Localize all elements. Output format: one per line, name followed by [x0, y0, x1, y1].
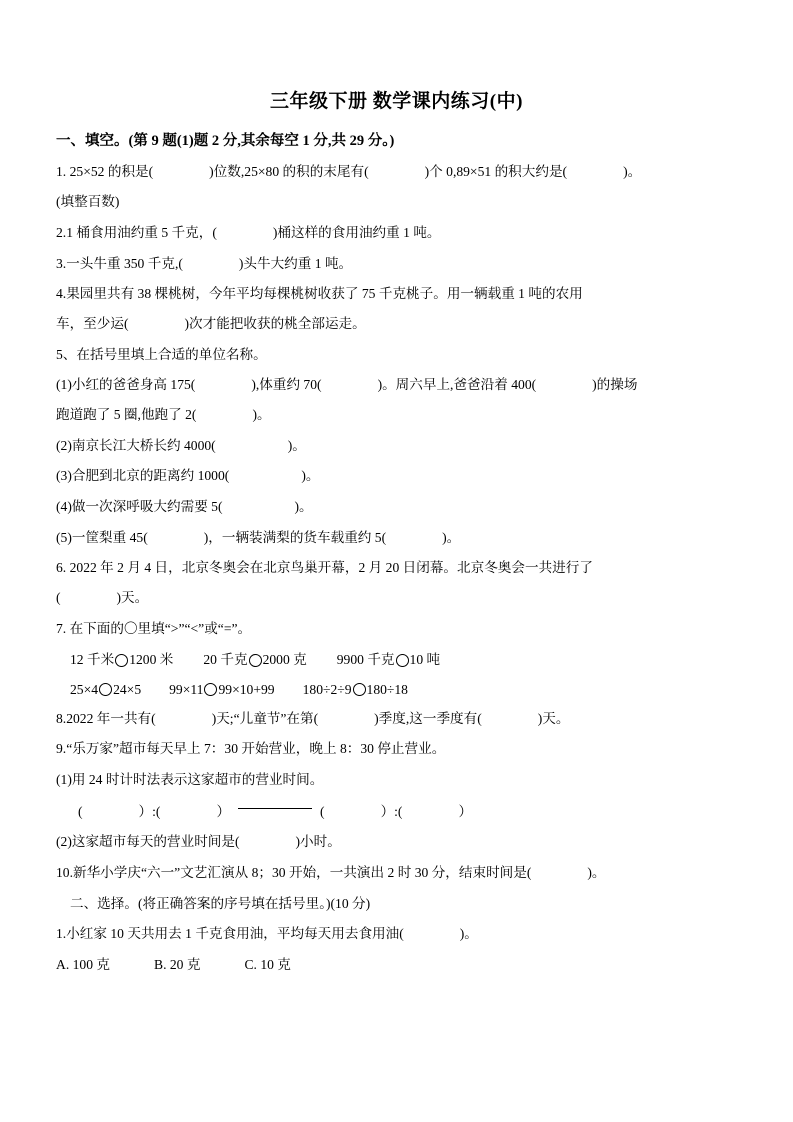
question-10	[56, 863, 737, 884]
page-title: 三年级下册 数学课内练习(中)	[270, 91, 523, 112]
option-a[interactable]: A. 100 克	[56, 957, 110, 973]
q5-1-part-c: )。周六早上,爸爸沿着 400(	[377, 377, 537, 393]
compare-pair	[303, 679, 408, 701]
q5-4-part-b: )。	[294, 498, 313, 514]
compare-right: 24×5	[113, 682, 142, 697]
question-8	[56, 709, 737, 730]
q9-2-part-a: (2)这家超市每天的营业时间是(	[56, 834, 240, 850]
q1-part-c: )个 0,89×51 的积大约是(	[424, 163, 568, 179]
compare-right: 2000 克	[262, 652, 307, 668]
question-5-5	[56, 528, 737, 549]
question-1	[56, 162, 737, 183]
q5-3-part-b: )。	[301, 468, 320, 484]
question-9-1: (1)用 24 时计时法表示这家超市的营业时间。	[56, 772, 324, 788]
q9-time-a: (	[78, 803, 83, 819]
question-2	[56, 223, 737, 244]
question-9-2	[56, 832, 737, 853]
circle-blank-icon[interactable]	[115, 654, 128, 667]
q6-part-b: (	[56, 589, 61, 605]
q4-part-c: )次才能把收获的桃全部运走。	[184, 316, 366, 332]
q2-part-a: 2.1 桶食用油约重 5 千克，(	[56, 225, 217, 241]
q5-1-part-e: 跑道跑了 5 圈,他跑了 2(	[56, 407, 197, 422]
option-c[interactable]: C. 10 克	[244, 957, 291, 973]
q5-2-part-b: )。	[287, 437, 306, 453]
circle-blank-icon[interactable]	[396, 654, 409, 667]
section-2-question-1	[56, 924, 737, 945]
option-b[interactable]: B. 20 克	[154, 957, 201, 973]
q1-part-d: )。	[623, 163, 642, 179]
compare-pair	[203, 649, 306, 671]
circle-blank-icon[interactable]	[249, 654, 262, 667]
q9-2-part-b: )小时。	[295, 834, 341, 850]
q8-part-a: 8.2022 年一共有(	[56, 710, 156, 726]
q5-1-part-b: ),体重约 70(	[251, 377, 322, 393]
q8-part-b: )天;“儿童节”在第(	[211, 710, 319, 726]
compare-left: 99×11	[169, 682, 204, 697]
compare-right: 99×10+99	[218, 682, 275, 697]
question-4-line-1: 4.果园里共有 38 棵桃树，今年平均每棵桃树收获了 75 千克桃子。用一辆载重 1 吨的农用	[56, 286, 583, 302]
answer-rule-line	[238, 808, 312, 809]
q4-part-b: 车，至少运(	[56, 316, 129, 332]
circle-blank-icon[interactable]	[353, 683, 366, 696]
compare-left: 180÷2÷9	[302, 682, 352, 697]
q9-time-f: ）	[458, 803, 473, 819]
compare-left: 9900 千克	[336, 652, 395, 668]
q3-part-a: 3.一头牛重 350 千克,(	[56, 255, 183, 271]
question-5-heading: 5、在括号里填上合适的单位名称。	[56, 346, 267, 362]
question-3	[56, 254, 737, 275]
question-7-row-2	[56, 679, 737, 701]
question-7-row-1	[56, 649, 737, 671]
q8-part-d: )天。	[537, 710, 570, 726]
q5-5-part-b: )，一辆装满梨的货车载重约 5(	[203, 529, 387, 545]
compare-left: 25×4	[70, 682, 99, 697]
question-5-1-line-2	[56, 405, 737, 426]
question-5-4	[56, 497, 737, 518]
q6-part-c: )天。	[116, 589, 149, 605]
question-5-3	[56, 466, 737, 487]
question-6-line-1: 6. 2022 年 2 月 4 日，北京冬奥会在北京鸟巢开幕，2 月 20 日闭幕。北京冬奥会一共进行了	[56, 560, 593, 576]
q5-2-part-a: (2)南京长江大桥长约 4000(	[56, 437, 216, 453]
q5-4-part-a: (4)做一次深呼吸大约需要 5(	[56, 498, 223, 514]
q5-5-part-c: )。	[442, 529, 461, 545]
q9-time-d: (	[320, 803, 325, 819]
q5-3-part-a: (3)合肥到北京的距离约 1000(	[56, 468, 230, 484]
q1-part-b: )位数,25×80 的积的末尾有(	[209, 163, 369, 179]
q9-time-e: ）:(	[380, 803, 403, 819]
circle-blank-icon[interactable]	[204, 683, 217, 696]
q9-time-c: ）	[216, 803, 231, 819]
question-9-heading: 9.“乐万家”超市每天早上 7：30 开始营业，晚上 8：30 停止营业。	[56, 741, 446, 757]
compare-left: 20 千克	[203, 652, 248, 668]
question-5-1-line-1	[56, 375, 737, 396]
section-2-question-1-options	[56, 955, 737, 976]
section-2-heading: 二、选择。(将正确答案的序号填在括号里。)(10 分)	[70, 895, 371, 911]
q10-part-a: 10.新华小学庆“六一”文艺汇演从 8；30 开始，一共演出 2 时 30 分，结束时间是(	[56, 865, 532, 881]
compare-pair	[70, 649, 173, 671]
s2-q1-part-a: 1.小红家 10 天共用去 1 千克食用油，平均每天用去食用油(	[56, 926, 404, 942]
question-5-2	[56, 436, 737, 457]
compare-right: 1200 米	[129, 652, 174, 668]
q9-time-b: ）:(	[138, 803, 161, 819]
compare-pair	[337, 649, 440, 671]
circle-blank-icon[interactable]	[99, 683, 112, 696]
q5-1-part-a: (1)小红的爸爸身高 175(	[56, 377, 196, 393]
q3-part-b: )头牛大约重 1 吨。	[238, 255, 353, 271]
question-4-line-2	[56, 314, 737, 335]
compare-right: 180÷18	[366, 682, 408, 697]
compare-right: 10 吨	[409, 652, 441, 668]
compare-left: 12 千米	[70, 652, 115, 668]
question-9-time-answer-row	[56, 801, 737, 823]
compare-pair	[169, 679, 274, 701]
q5-5-part-a: (5)一筐梨重 45(	[56, 529, 148, 545]
compare-pair	[70, 679, 141, 701]
q1-part-a: 1. 25×52 的积是(	[56, 163, 154, 179]
question-1-note: (填整百数)	[56, 194, 120, 210]
question-6-line-2	[56, 588, 737, 609]
s2-q1-part-b: )。	[459, 926, 478, 942]
q5-1-part-d: )的操场	[592, 377, 638, 393]
q2-part-b: )桶这样的食用油约重 1 吨。	[272, 225, 441, 241]
q8-part-c: )季度,这一季度有(	[374, 710, 482, 726]
q5-1-part-f: )。	[252, 407, 271, 422]
section-1-heading: 一、填空。(第 9 题(1)题 2 分,其余每空 1 分,共 29 分。)	[56, 133, 395, 149]
q10-part-b: )。	[587, 865, 606, 881]
question-7-heading: 7. 在下面的〇里填“>”“<”或“=”。	[56, 620, 252, 636]
